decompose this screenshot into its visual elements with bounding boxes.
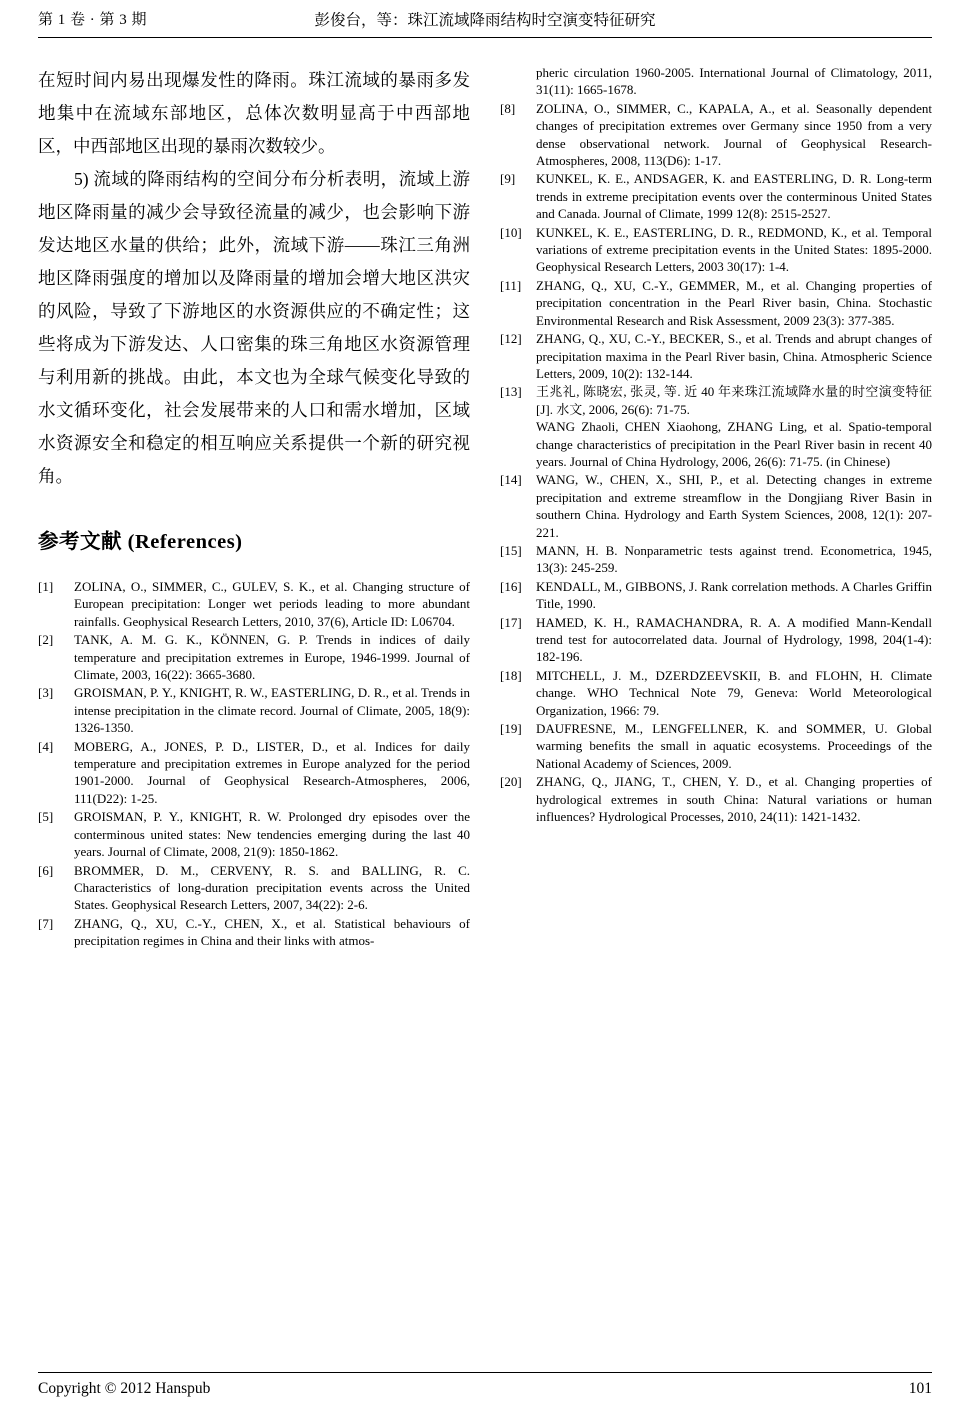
page-number: 101 <box>908 1380 932 1397</box>
reference-text: GROISMAN, P. Y., KNIGHT, R. W., EASTERLING, D. R., et al. Trends in intense precipitation in the climate record. Journal of Climate, 2005, 18(9): 1326-1350. <box>74 685 470 736</box>
reference-text: KENDALL, M., GIBBONS, J. Rank correlation methods. A Charles Griffin Title, 1990. <box>536 578 932 612</box>
reference-item <box>500 277 932 329</box>
reference-item <box>500 383 932 470</box>
reference-label: [10] <box>500 224 522 240</box>
reference-label: [19] <box>500 721 522 737</box>
reference-label: [4] <box>38 738 54 754</box>
reference-translation: WANG Zhaoli, CHEN Xiaohong, ZHANG Ling, et al. Spatio-temporal change characteristics of precipitation in the Pearl River basin in recent 40 years. Journal of China Hydrology, 2006, 26(6): 71-75. (in Chinese) <box>536 419 932 469</box>
reference-item <box>500 578 932 613</box>
page-footer <box>38 1372 932 1398</box>
body-paragraph-continuation: 在短时间内易出现爆发性的降雨。珠江流域的暴雨多发地集中在流域东部地区，总体次数明显高于中西部地区，中西部地区出现的暴雨次数较少。 <box>38 70 470 156</box>
body-paragraph-point-5: 5) 流域的降雨结构的空间分布分析表明，流域上游地区降雨量的减少会导致径流量的减少，也会影响下游发达地区水量的供给；此外，流域下游——珠江三角洲地区降雨强度的增加以及降雨量的增加会增大地区洪灾的风险，导致了下游地区的水资源供应的不确定性；这些将成为下游发达、人口密集的珠三角地区水资源管理与利用新的挑战。由此，本文也为全球气候变化导致的水文循环变化，社会发展带来的人口和需水增加，区域水资源安全和稳定的相互响应关系提供一个新的研究视角。 <box>38 169 470 486</box>
reference-item <box>500 542 932 577</box>
reference-label: [6] <box>38 862 54 878</box>
reference-text: ZHANG, Q., XU, C.-Y., BECKER, S., et al. Trends and abrupt changes of precipitation maxima in the Pearl River basin, China. Atmospheric Science Letters, 2009, 10(2): 132-144. <box>536 331 932 381</box>
reference-text: MOBERG, A., JONES, P. D., LISTER, D., et al. Indices for daily temperature and precipitation extremes in Europe analyzed for the period 1901-2000. Journal of Geophysical Research-Atmospheres, 2006, 111(D22): 1-25. <box>74 738 470 806</box>
reference-item <box>500 667 932 719</box>
reference-label: [9] <box>500 171 516 187</box>
reference-text: MITCHELL, J. M., DZERDZEEVSKII, B. and FLOHN, H. Climate change. WHO Technical Note 79, Geneva: World Meteorological Organization, 1966: 79. <box>536 667 932 718</box>
reference-text: ZHANG, Q., JIANG, T., CHEN, Y. D., et al. Changing properties of hydrological extremes in south China: Natural variations or human influences? Hydrological Processes, 2010, 24(11): 1421-1432. <box>536 774 932 825</box>
reference-item <box>500 170 932 222</box>
reference-label: [18] <box>500 667 522 683</box>
copyright-notice: Copyright © 2012 Hanspub <box>38 1380 211 1397</box>
reference-label: [14] <box>500 472 522 488</box>
reference-item <box>500 720 932 772</box>
reference-text: KUNKEL, K. E., EASTERLING, D. R., REDMOND, K., et al. Temporal variations of extreme precipitation events in the United States: 1895-2000. Geophysical Research Letters, 2003 30(17): 1-4. <box>536 224 932 275</box>
reference-item <box>38 738 470 808</box>
reference-label: [13] <box>500 384 522 400</box>
journal-issue: 第 1 卷 · 第 3 期 <box>38 12 147 28</box>
references-heading: 参考文献 (References) <box>38 531 243 553</box>
right-column <box>500 64 932 826</box>
reference-text: MANN, H. B. Nonparametric tests against trend. Econometrica, 1945, 13(3): 245-259. <box>536 542 932 576</box>
reference-label: [20] <box>500 774 522 790</box>
page-header <box>38 8 932 38</box>
reference-label: [16] <box>500 578 522 594</box>
reference-item <box>38 915 470 950</box>
reference-text: BROMMER, D. M., CERVENY, R. S. and BALLING, R. C. Characteristics of long-duration precipitation events across the United States. Geophysical Research Letters, 2007, 34(22): 2-6. <box>74 862 470 913</box>
reference-label: [5] <box>38 809 54 825</box>
reference-text: DAUFRESNE, M., LENGFELLNER, K. and SOMMER, U. Global warming benefits the small in aquatic ecosystems. Proceedings of the National Academy of Sciences, 2009. <box>536 721 932 771</box>
reference-item <box>500 224 932 276</box>
reference-label: [17] <box>500 614 522 630</box>
reference-text: KUNKEL, K. E., ANDSAGER, K. and EASTERLING, D. R. Long-term trends in extreme precipitation events over the conterminous United States and Canada. Journal of Climate, 1999 12(8): 2515-2527. <box>536 171 932 222</box>
reference-list-right <box>500 100 932 826</box>
reference-text: ZOLINA, O., SIMMER, C., GULEV, S. K., et al. Changing structure of European precipitation: Longer wet periods leading to more abundant rainfalls. Geophysical Research Letters, 2010, 37(6), Article ID: L06704. <box>74 579 470 629</box>
left-column <box>38 64 470 951</box>
reference-label: [15] <box>500 542 522 558</box>
reference-label: [12] <box>500 331 522 347</box>
reference-label: [8] <box>500 100 516 116</box>
two-column-body <box>38 64 932 1372</box>
reference-label: [1] <box>38 579 54 594</box>
reference-text: ZOLINA, O., SIMMER, C., KAPALA, A., et al. Seasonally dependent changes of precipitation extremes over Germany since 1950 from a very dense observational network. Journal of Geophysical Research-Atmospheres, 2008, 113(D6): 1-17. <box>536 100 932 169</box>
reference-label: [2] <box>38 632 54 648</box>
running-title: 彭俊台，等：珠江流域降雨结构时空演变特征研究 <box>314 12 656 29</box>
reference-item <box>38 862 470 914</box>
reference-item <box>500 773 932 825</box>
reference-text: HAMED, K. H., RAMACHANDRA, R. A. A modified Mann-Kendall trend test for autocorrelated data. Journal of Hydrology, 1998, 204(1-4): 182-196. <box>536 614 932 665</box>
reference-item <box>38 808 470 860</box>
reference-list-left <box>38 578 470 950</box>
reference-item <box>38 684 470 736</box>
reference-text: GROISMAN, P. Y., KNIGHT, R. W. Prolonged dry episodes over the conterminous united states: New tendencies emerging during the last 40 years. Journal of Climate, 2008, 21(9): 1850-1862. <box>74 809 470 860</box>
reference-text: ZHANG, Q., XU, C.-Y., GEMMER, M., et al. Changing properties of precipitation concentration in the Pearl River basin, China. Stochastic Environmental Research and Risk Assessment, 2009 23(3): 377-385. <box>536 277 932 328</box>
reference-text: ZHANG, Q., XU, C.-Y., CHEN, X., et al. Statistical behaviours of precipitation regimes in China and their links with atmos- <box>74 915 470 949</box>
reference-item <box>500 330 932 382</box>
reference-label: [7] <box>38 915 54 931</box>
reference-item <box>500 100 932 170</box>
reference-item <box>500 471 932 541</box>
reference-item <box>500 614 932 666</box>
reference-item <box>38 578 470 630</box>
reference-text: 王兆礼, 陈晓宏, 张灵, 等. 近 40 年来珠江流域降水量的时空演变特征[J]. 水文, 2006, 26(6): 71-75. <box>536 384 932 417</box>
reference-item <box>38 631 470 683</box>
reference-label: [3] <box>38 685 54 701</box>
reference-label: [11] <box>500 277 522 293</box>
reference-continuation: pheric circulation 1960-2005. International Journal of Climatology, 2011, 31(11): 1665-1678. <box>536 65 932 98</box>
reference-text: TANK, A. M. G. K., KÖNNEN, G. P. Trends in indices of daily temperature and precipitation extremes in Europe, 1946-1999. Journal of Climate, 2003, 16(22): 3665-3680. <box>74 632 470 683</box>
reference-text: WANG, W., CHEN, X., SHI, P., et al. Detecting changes in extreme precipitation and extreme streamflow in the Dongjiang River Basin in southern China. Hydrology and Earth System Sciences, 2008, 12(1): 207-221. <box>536 472 932 540</box>
